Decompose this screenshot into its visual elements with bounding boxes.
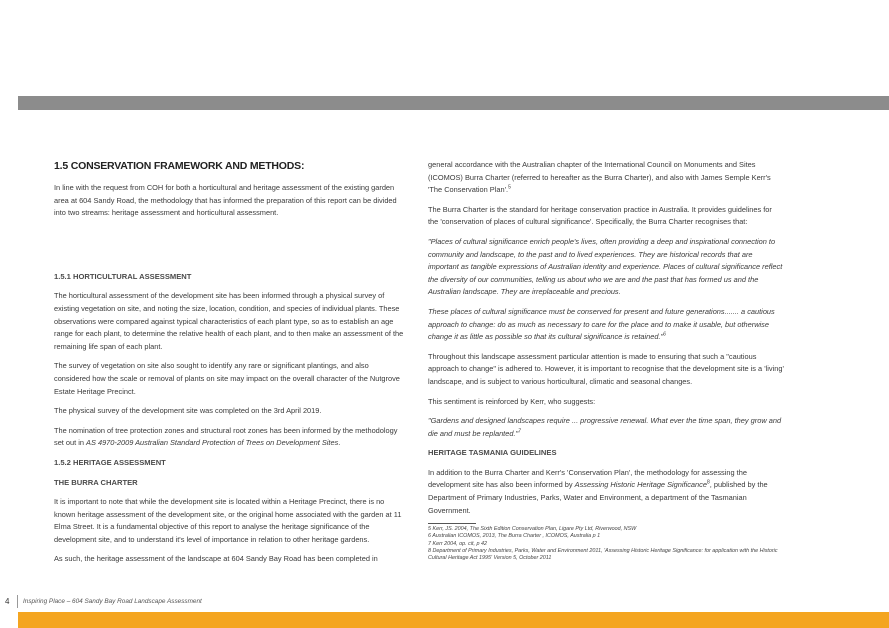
paragraph: This sentiment is reinforced by Kerr, who suggests: [428, 396, 596, 406]
footnote: 5 Kerr, JS. 2004, The Sixth Edition Conservation Plan, Ligare Pty Ltd, Riverwood, NSW [428, 526, 637, 533]
tasmania-heading: HERITAGE TASMANIA GUIDELINES [428, 448, 557, 458]
left-column [54, 160, 406, 573]
burra-heading: THE BURRA CHARTER [54, 477, 138, 487]
paragraph: The physical survey of the development site was completed on the 3rd April 2019. [54, 406, 322, 416]
heritage-heading: 1.5.2 HERITAGE ASSESSMENT [54, 457, 166, 467]
section-heading: 1.5 CONSERVATION FRAMEWORK AND METHODS: [54, 160, 305, 172]
paragraph: The survey of vegetation on site also sought to identify any rare or significant plantings, and also considered how the scale or removal of plants on site may impact on the overall character of the Nutgrove Estate Heritage Precinct. [54, 361, 400, 396]
paragraph: As such, the heritage assessment of the landscape at 604 Sandy Bay Road has been completed in [54, 554, 378, 564]
paragraph: The horticultural assessment of the development site has been informed through a physical survey of existing vegetation on site, and noting the size, location, condition, and species of individual plants. These observations were compared against typical characteristics of each plant type, so as to establish an age range for each plant, to determine the relative health of each plant, and to then make an assessment of the remaining life span of each plant. [54, 291, 404, 351]
footnote: 6 Australian ICOMOS, 2013, The Burra Charter , ICOMOS, Australia p 1 [428, 533, 601, 540]
paragraph: In addition to the Burra Charter and Kerr's 'Conservation Plan', the methodology for assessing the development site has also been informed by Assessing Historic Heritage Significance$^8$, published by the Department of Primary Industries, Parks, Water and Environment, a department of the Tasmanian Government. [428, 467, 768, 515]
paragraph: It is important to note that while the development site is located within a Heritage Precinct, there is no known heritage assessment of the development site, or the original home associated with the garden at 11 Elma Street. It is a fundamental objective of this report to analyse the heritage significance of the development site, and to understand it's level of importance in relation to other heritage gardens. [54, 497, 402, 544]
horticultural-heading: 1.5.1 HORTICULTURAL ASSESSMENT [54, 271, 192, 281]
footer-divider [17, 595, 18, 608]
quote: "Gardens and designed landscapes require ... progressive renewal. What ever the time span, they grow and die and must be replanted."$^7$ [428, 416, 782, 438]
header-bar [18, 96, 889, 110]
footnote: 8 Department of Primary Industries, Parks, Water and Environment 2011, 'Assessing Historic Heritage Significance: for application with the Historic Cultural Heritage Act 1995' Version 5, October 2011 [428, 547, 778, 562]
footnote-divider [428, 523, 476, 524]
paragraph: Throughout this landscape assessment particular attention is made to ensuring that such a "cautious approach to change" is adhered to. However, it is important to recognise that the development site is a 'living' landscape, and is subject to various horticultural, climatic and seasonal changes. [428, 351, 784, 386]
standard-title: AS 4970-2009 Australian Standard Protection of Trees on Development Sites [86, 438, 339, 448]
quote: These places of cultural significance must be conserved for present and future generations....... a cautious approach to change: do as much as necessary to care for the place and to make it usable, but otherwise change it as little as possible so that its cultural significance is retained."$^6$ [428, 306, 775, 342]
footer-bar [18, 612, 889, 628]
right-column [428, 159, 784, 562]
paragraph: The Burra Charter is the standard for heritage conservation practice in Australia. It provides guidelines for the 'conservation of places of cultural significance'. Specifically, the Burra Charter recognises that: [428, 204, 772, 227]
footnote: 7 Kerr 2004, op. cit, p 42 [428, 540, 488, 547]
page-number: 4 [5, 597, 10, 606]
paragraph: The nomination of tree protection zones and structural root zones has been informed by the methodology set out in AS 4970-2009 Australian Standard Protection of Trees on Development Sites. [54, 425, 398, 448]
intro-paragraph: In line with the request from COH for both a horticultural and heritage assessment of the existing garden area at 604 Sandy Road, the methodology that has informed the preparation of this report can be divided into two streams: heritage assessment and horticultural assessment. [54, 183, 397, 218]
quote: "Places of cultural significance enrich people's lives, often providing a deep and inspirational connection to community and landscape, to the past and to lived experiences. They are historical records that are important as tangible expressions of Australian identity and experience. Places of cultural significance reflect the diversity of our communities, telling us about who we are and the past that has formed us and the Australian landscape. They are irreplaceable and precious. [428, 236, 783, 297]
footer-text: Inspiring Place – 604 Sandy Bay Road Landscape Assessment [23, 598, 202, 605]
paragraph: general accordance with the Australian chapter of the International Council on Monuments and Sites (ICOMOS) Burra Charter (referred to hereafter as the Burra Charter), and also with James Semple Kerr's 'The Conservation Plan'.$^5$ [428, 160, 771, 195]
